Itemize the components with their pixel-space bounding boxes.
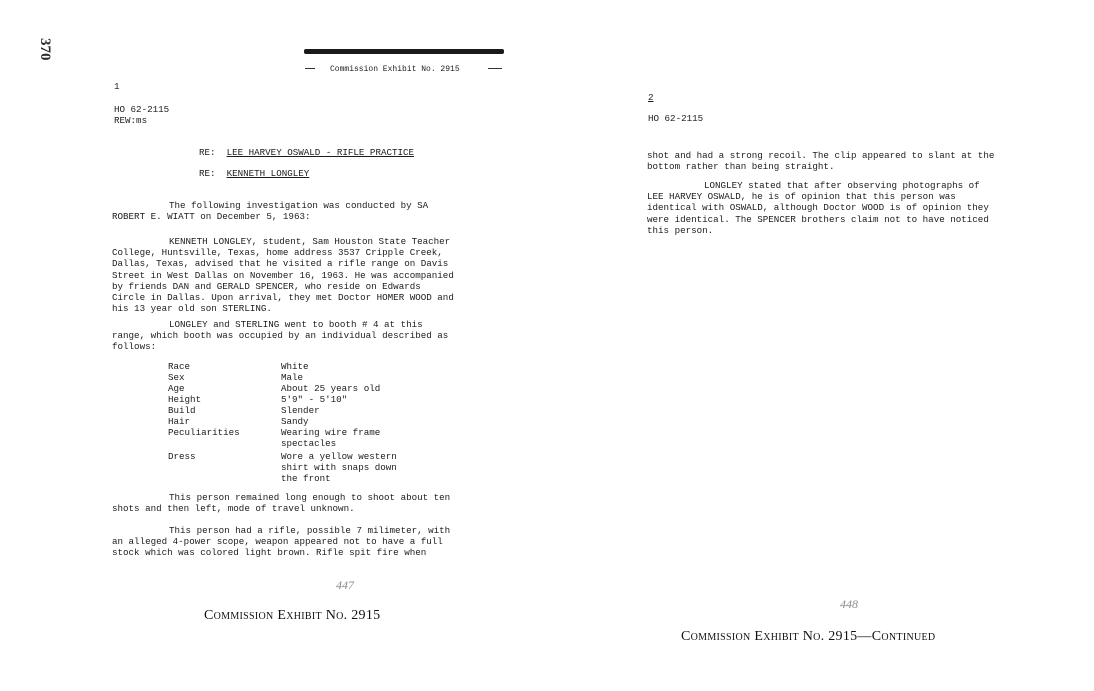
description-value: 5'9" - 5'10" — [281, 394, 348, 405]
left-paragraph-4: This person remained long enough to shoot about ten shots and then left, mode of travel unknown. — [112, 492, 451, 515]
description-row — [168, 372, 416, 383]
description-label: Hair — [168, 416, 191, 427]
re-prefix-1: RE: — [199, 147, 216, 158]
left-initials: REW:ms — [114, 115, 148, 126]
right-page-number: 2 — [648, 92, 654, 103]
description-label: Age — [168, 383, 185, 394]
right-paragraph-2: LONGLEY stated that after observing photographs of LEE HARVEY OSWALD, he is of opinion that this person was identical with OSWALD, although Doctor WOOD is of opinion they were identical. The SPENCER brothers claim not to have noticed this person. — [647, 180, 989, 236]
re-subject-1: LEE HARVEY OSWALD - RIFLE PRACTICE — [226, 147, 415, 158]
description-label: Build — [168, 405, 196, 416]
description-row — [168, 361, 416, 372]
right-paragraph-1: shot and had a strong recoil. The clip appeared to slant at the bottom rather than being straight. — [647, 150, 995, 173]
exhibit-header-label: Commission Exhibit No. 2915 — [330, 65, 460, 74]
description-row — [168, 394, 416, 405]
description-value: Wearing wire frame spectacles — [281, 427, 381, 449]
left-exhibit-caption: Commission Exhibit No. 2915 — [204, 608, 381, 623]
left-faint-page-mark: 447 — [336, 578, 354, 592]
description-label: Sex — [168, 372, 185, 383]
left-paragraph-5: This person had a rifle, possible 7 milimeter, with an alleged 4-power scope, weapon appeared not to have a full stock which was colored light brown. Rifle spit fire when — [112, 525, 451, 559]
description-row — [168, 383, 416, 394]
description-value: White — [281, 361, 309, 372]
description-value: Wore a yellow western shirt with snaps down the front — [281, 451, 397, 484]
right-file-number: HO 62-2115 — [648, 113, 704, 124]
description-row — [168, 416, 416, 427]
description-row — [168, 405, 416, 416]
left-paragraph-2: KENNETH LONGLEY, student, Sam Houston State Teacher College, Huntsville, Texas, home address 3537 Cripple Creek, Dallas, Texas, advised that he visited a rifle range on Davis Street in West Dallas on November 16, 1963. He was accompanied by friends DAN and GERALD SPENCER, who reside on Edwards Circle in Dallas. Upon arrival, they met Doctor HOMER WOOD and his 13 year old son STERLING. — [112, 236, 454, 315]
header-dash-left — [305, 68, 315, 69]
description-label: Race — [168, 361, 191, 372]
left-page-number: 1 — [114, 81, 120, 92]
description-value: Slender — [281, 405, 320, 416]
re-line-2 — [199, 168, 309, 179]
description-label: Height — [168, 394, 202, 405]
right-exhibit-caption: Commission Exhibit No. 2915—Continued — [681, 629, 936, 644]
right-faint-page-mark: 448 — [840, 597, 858, 611]
description-label: Dress — [168, 451, 196, 462]
description-label: Peculiarities — [168, 427, 240, 438]
margin-page-number: 370 — [37, 38, 53, 61]
re-line-1 — [199, 147, 414, 158]
left-file-number: HO 62-2115 — [114, 104, 170, 115]
description-row — [168, 451, 416, 484]
description-value: About 25 years old — [281, 383, 381, 394]
description-value: Male — [281, 372, 304, 383]
left-paragraph-1: The following investigation was conducted by SA ROBERT E. WIATT on December 5, 1963: — [112, 200, 429, 223]
left-paragraph-3: LONGLEY and STERLING went to booth # 4 at this range, which booth was occupied by an individual described as follows: — [112, 319, 449, 353]
header-rule — [304, 49, 504, 54]
description-value: Sandy — [281, 416, 309, 427]
re-subject-2: KENNETH LONGLEY — [226, 168, 310, 179]
description-row — [168, 427, 416, 451]
description-table — [168, 361, 416, 484]
re-prefix-2: RE: — [199, 168, 216, 179]
header-dash-right — [488, 68, 502, 69]
